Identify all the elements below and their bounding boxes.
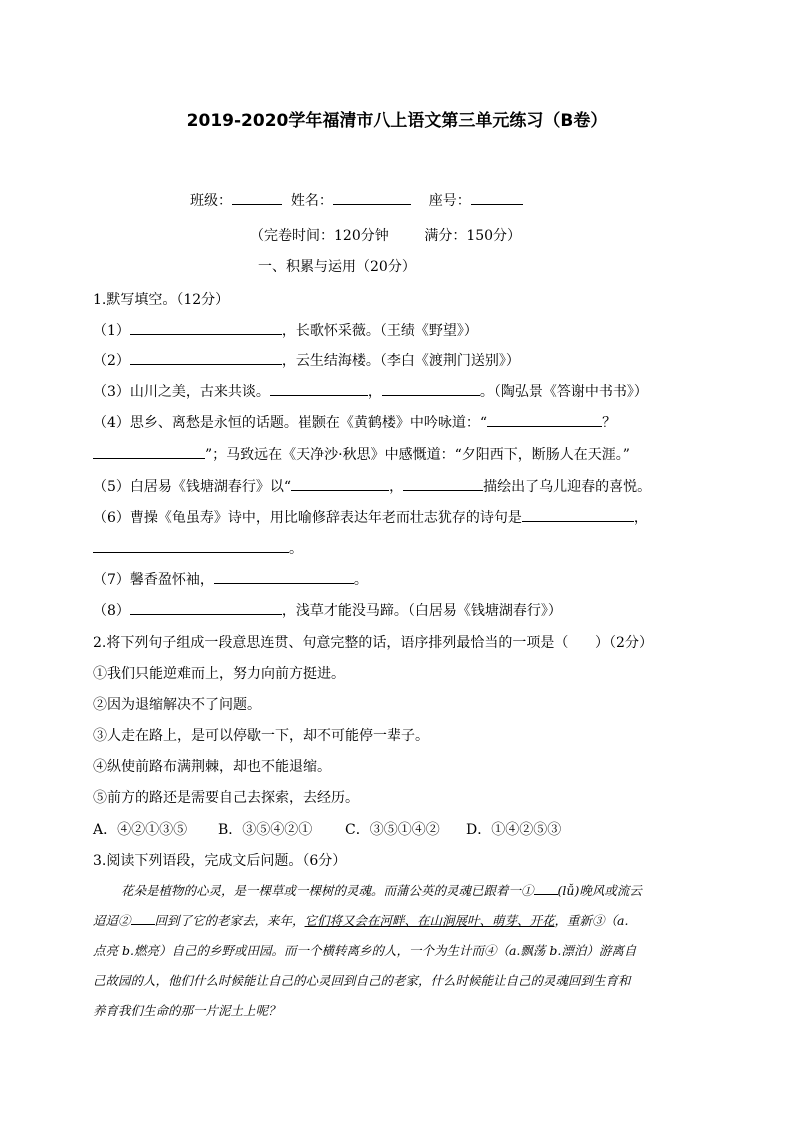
item-text: ”；马致远在《天净沙·秋思》中感慨道：“夕阳西下，断肠人在天涯。”	[205, 447, 630, 463]
answer-blank[interactable]	[130, 602, 282, 615]
passage-text: ，重新③（a.	[554, 913, 629, 928]
q2-option-a[interactable]: A．④②①③⑤	[93, 822, 188, 838]
q1-item-3	[93, 383, 648, 401]
item-text: ，	[633, 510, 648, 526]
class-field[interactable]	[232, 192, 282, 205]
q1-item-7	[93, 571, 368, 589]
item-text: 。（陶弘景《答谢中书书》）	[479, 384, 648, 400]
q1-item-5	[93, 478, 651, 496]
q2-sentence-3: ③人走在路上，是可以停歇一下，却不可能停一辈子。	[93, 728, 429, 744]
item-text: （5）白居易《钱塘湖春行》以“	[93, 479, 292, 495]
item-text: ？	[602, 415, 617, 431]
item-text: ，浅草才能没马蹄。（白居易《钱塘湖春行》）	[281, 603, 562, 619]
passage-text: (lǚ)晚风或流云	[557, 883, 642, 898]
q1-item-6-line1	[93, 509, 648, 527]
item-text: （7）馨香盈怀袖，	[93, 572, 214, 588]
answer-blank[interactable]	[382, 383, 480, 396]
q1-item-4-line2	[93, 446, 630, 464]
passage-line-5: 养育我们生命的那一片泥土上呢？	[93, 1003, 281, 1018]
answer-blank[interactable]	[534, 882, 558, 895]
q1-item-2	[93, 352, 520, 370]
passage-text: 花朵是植物的心灵，是一棵草或一棵树的灵魂。而蒲公英的灵魂已跟着一①	[121, 883, 534, 898]
passage-text: 迢迢②	[93, 913, 131, 928]
seat-label: 座号：	[428, 193, 471, 209]
item-number: （1）	[93, 323, 130, 339]
item-text: （3）山川之美，古来共谈。	[93, 384, 270, 400]
passage-line-2	[93, 906, 703, 936]
item-text: （6）曹操《龟虽寿》诗中，用比喻修辞表达年老而壮志犹存的诗句是	[93, 510, 522, 526]
answer-blank[interactable]	[93, 540, 289, 553]
name-label: 姓名：	[290, 193, 333, 209]
answer-blank[interactable]	[131, 912, 155, 925]
seat-field[interactable]	[471, 192, 523, 205]
answer-blank[interactable]	[130, 352, 282, 365]
item-text: ，长歌怀采薇。（王绩《野望》）	[281, 323, 478, 339]
item-number: （8）	[93, 603, 130, 619]
q1-item-4-line1	[93, 414, 616, 432]
q1-heading: 1.默写填空。（12分）	[93, 292, 230, 308]
q2-sentence-2: ②因为退缩解决不了问题。	[93, 697, 261, 713]
student-info-row	[190, 192, 523, 210]
q2-sentence-4: ④纵使前路布满荆棘，却也不能退缩。	[93, 759, 331, 775]
passage-line-1	[93, 876, 703, 906]
q3-heading: 3.阅读下列语段，完成文后问题。（6分）	[93, 853, 347, 869]
item-text: （4）思乡、离愁是永恒的话题。崔颢在《黄鹤楼》中吟咏道：“	[93, 415, 488, 431]
passage-line-3: 点亮 b.燃亮）自己的乡野或田园。而一个横转离乡的人，一个为生计而④（a.飘荡 b.漂泊）游离自	[93, 943, 637, 958]
item-number: （2）	[93, 353, 130, 369]
q2-option-c[interactable]: C．③⑤①④②	[345, 822, 440, 838]
q3-passage	[93, 876, 703, 1026]
answer-blank[interactable]	[291, 478, 389, 491]
exam-info: （完卷时间：120分钟 满分：150分）	[250, 228, 522, 244]
passage-line-4: 己故园的人，他们什么时候能让自己的心灵回到自己的老家，什么时候能让自己的灵魂回到生育和	[93, 973, 631, 988]
section-heading: 一、积累与运用（20分）	[258, 259, 416, 275]
q2-sentence-5: ⑤前方的路还是需要自己去探索，去经历。	[93, 790, 359, 806]
passage-text: 回到了它的老家去，来年，	[154, 913, 305, 928]
class-label: 班级：	[190, 193, 232, 209]
answer-blank[interactable]	[93, 446, 205, 459]
answer-blank[interactable]	[270, 383, 368, 396]
item-text: 。	[353, 572, 368, 588]
q2-option-b[interactable]: B．③⑤④②①	[218, 822, 313, 838]
item-text: ，	[367, 384, 382, 400]
item-text: 描绘出了乌儿迎春的喜悦。	[483, 479, 652, 495]
answer-blank[interactable]	[403, 478, 483, 491]
item-text: ，云生结海楼。（李白《渡荆门送别》）	[281, 353, 520, 369]
page-title: 2019-2020学年福清市八上语文第三单元练习（B卷）	[186, 111, 608, 131]
item-text: ，	[389, 479, 404, 495]
item-text: 。	[289, 541, 303, 557]
answer-blank[interactable]	[214, 571, 354, 584]
q1-item-8	[93, 602, 562, 620]
answer-blank[interactable]	[487, 414, 602, 427]
answer-blank[interactable]	[130, 322, 282, 335]
q2-heading: 2.将下列句子组成一段意思连贯、句意完整的话，语序排列最恰当的一项是（ ）（2分）	[93, 635, 653, 651]
name-field[interactable]	[333, 192, 411, 205]
q2-option-d[interactable]: D．①④②⑤③	[466, 822, 562, 838]
q1-item-1	[93, 322, 478, 340]
q2-sentence-1: ①我们只能逆难而上，努力向前方挺进。	[93, 666, 345, 682]
answer-blank[interactable]	[522, 509, 634, 522]
underlined-sentence: 它们将又会在河畔、在山涧展叶、萌芽、开花	[304, 913, 555, 928]
q1-item-6-line2	[93, 540, 303, 558]
